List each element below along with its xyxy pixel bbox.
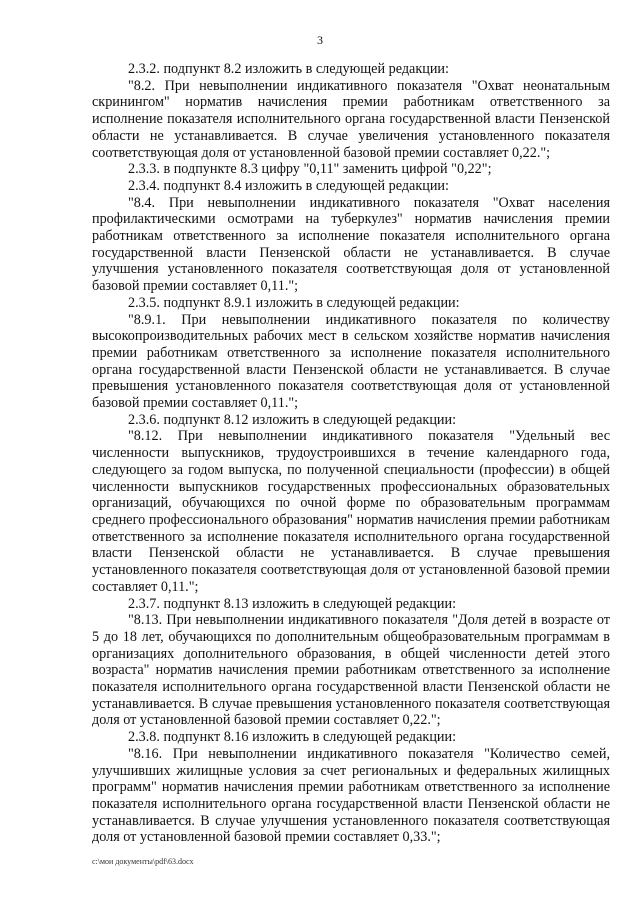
paragraph-2-3-8-heading: 2.3.8. подпункт 8.16 изложить в следующей редакции: [128, 729, 457, 746]
paragraph-2-3-5-heading: 2.3.5. подпункт 8.9.1 изложить в следующей редакции: [128, 294, 460, 311]
paragraph-8-16: "8.16. При невыполнении индикативного показателя "Количество семей, улучшивших жилищные условия за счет региональных и федеральных жилищных программ" норматив начисления премии работникам ответственного за исполнение показателя исполнительного органа государственной власти Пензенской области не устанавливается. В случае улучшения установленного показателя соответствующая доля от установленной базовой премии составляет 0,33."; [92, 745, 610, 846]
paragraph-2-3-6-heading: 2.3.6. подпункт 8.12 изложить в следующей редакции: [128, 411, 457, 428]
paragraph-2-3-7-heading: 2.3.7. подпункт 8.13 изложить в следующей редакции: [128, 595, 457, 612]
page-number: 3 [317, 33, 323, 47]
paragraph-8-4: "8.4. При невыполнении индикативного показателя "Охват населения профилактическими осмотрами на туберкулез" норматив начисления премии работникам ответственного за исполнение показателя исполнительного органа государственной власти Пензенской области не устанавливается. В случае улучшения установленного показателя соответствующая доля от установленной базовой премии составляет 0,11."; [92, 194, 610, 295]
paragraph-2-3-3: 2.3.3. в подпункте 8.3 цифру "0,11" заменить цифрой "0,22"; [128, 161, 492, 178]
paragraph-2-3-4-heading: 2.3.4. подпункт 8.4 изложить в следующей редакции: [128, 177, 449, 194]
footer-file-path: c:\мои документы\pdf\63.docx [92, 857, 194, 866]
paragraph-8-9-1: "8.9.1. При невыполнении индикативного показателя по количеству высокопроизводительных рабочих мест в сельском хозяйстве норматив начисления премии работникам ответственного за исполнение показателя исполнительного органа государственной власти Пензенской области не устанавливается. В случае превышения установленного показателя соответствующая доля от установленной базовой премии составляет 0,11."; [92, 311, 610, 412]
paragraph-8-12: "8.12. При невыполнении индикативного показателя "Удельный вес численности выпускников, трудоустроившихся в течение календарного года, следующего за годом выпуска, по полученной специальности (профессии) в общей численности выпускников государственных профессиональных образовательных организаций, обучающихся по очной форме по образовательным программам среднего профессионального образования" норматив начисления премии работникам ответственного за исполнение показателя исполнительного органа государственной власти Пензенской области не устанавливается. В случае превышения установленного показателя соответствующая доля от установленной базовой премии составляет 0,11."; [92, 428, 610, 595]
paragraph-2-3-2-heading: 2.3.2. подпункт 8.2 изложить в следующей редакции: [128, 61, 449, 77]
paragraph-8-2: "8.2. При невыполнении индикативного показателя "Охват неонатальным скринингом" норматив начисления премии работникам ответственного за исполнение показателя исполнительного органа государственной власти Пензенской области не устанавливается. В случае увеличения установленного показателя соответствующая доля от установленной базовой премии составляет 0,22."; [92, 77, 610, 161]
paragraph-8-13: "8.13. При невыполнении индикативного показателя "Доля детей в возрасте от 5 до 18 лет, обучающихся по дополнительным общеобразовательным программам в организациях дополнительного образования, в общей численности детей этого возраста" норматив начисления премии работникам ответственного за исполнение показателя исполнительного органа государственной власти Пензенской области не устанавливается. В случае превышения установленного показателя соответствующая доля от установленной базовой премии составляет 0,22."; [92, 612, 610, 729]
document-body [92, 61, 610, 846]
